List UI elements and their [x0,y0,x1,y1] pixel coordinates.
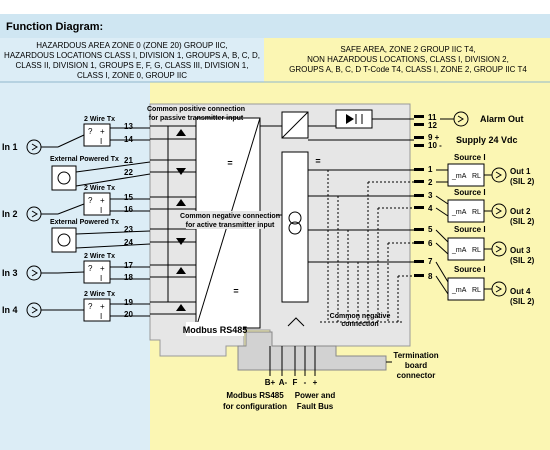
svg-text:23: 23 [124,225,133,234]
svg-text:+: + [100,196,105,205]
svg-text:?: ? [88,302,93,311]
svg-text:Alarm Out: Alarm Out [480,114,524,124]
svg-text:HAZARDOUS LOCATIONS CLASS I, D: HAZARDOUS LOCATIONS CLASS I, DIVISION 1, GROUPS A, B, C, D, [4,51,260,60]
svg-text:_mA: _mA [452,287,467,294]
svg-text:HAZARDOUS AREA ZONE 0 (ZONE 20: HAZARDOUS AREA ZONE 0 (ZONE 20) GROUP IIC, [36,41,228,50]
svg-text:24: 24 [124,238,133,247]
input-label: In 1 [2,142,18,152]
svg-text:Common negative: Common negative [329,313,391,320]
svg-text:19: 19 [124,298,133,307]
svg-text:22: 22 [124,168,133,177]
svg-text:I: I [100,206,103,215]
modbus-box-label [183,322,248,336]
svg-text:Power and: Power and [294,391,336,400]
note-common-negative [180,211,280,229]
svg-text:2 Wire Tx: 2 Wire Tx [84,185,116,192]
svg-text:=: = [315,156,321,166]
svg-text:I: I [100,274,103,283]
svg-text:Out 2: Out 2 [510,207,531,216]
svg-text:13: 13 [124,122,133,131]
svg-text:10 -: 10 - [428,141,442,150]
svg-text:20: 20 [124,310,133,319]
svg-text:_mA: _mA [452,173,467,180]
svg-text:Common negative connection: Common negative connection [180,213,280,220]
svg-text:for passive transmitter input: for passive transmitter input [148,115,244,122]
svg-text:?: ? [88,196,93,205]
svg-text:7: 7 [428,257,433,266]
svg-text:_mA: _mA [452,209,467,216]
svg-text:Source I: Source I [454,153,486,162]
svg-text:1: 1 [428,165,433,174]
svg-text:RL: RL [472,287,481,294]
svg-text:21: 21 [124,156,133,165]
svg-text:for configuration: for configuration [223,402,287,411]
svg-text:B+: B+ [264,378,276,387]
svg-text:?: ? [88,127,93,136]
svg-text:_mA: _mA [452,247,467,254]
svg-text:2: 2 [428,178,433,187]
svg-text:External Powered Tx: External Powered Tx [50,219,119,226]
svg-text:CLASS II, DIVISION 1, GROUPS E: CLASS II, DIVISION 1, GROUPS E, F, G, CLASS III, DIVISION 1, [15,61,249,70]
svg-text:17: 17 [124,261,133,270]
svg-text:I: I [100,312,103,321]
svg-text:Modbus RS485: Modbus RS485 [182,325,248,335]
svg-text:18: 18 [124,273,133,282]
svg-text:+: + [100,127,105,136]
svg-text:(SIL 2): (SIL 2) [510,177,535,186]
svg-text:NON HAZARDOUS LOCATIONS, CLASS: NON HAZARDOUS LOCATIONS, CLASS I, DIVISION 2, [307,55,509,64]
svg-text:Modbus RS485: Modbus RS485 [226,391,284,400]
svg-text:+: + [312,378,318,387]
svg-text:=: = [233,286,239,296]
svg-text:3: 3 [428,191,433,200]
page-title: Function Diagram: [6,21,104,33]
input-label: In 3 [2,268,18,278]
svg-text:Termination: Termination [393,351,439,360]
svg-text:connection: connection [341,321,379,328]
input-label: In 4 [2,305,18,315]
svg-text:11: 11 [428,113,437,122]
svg-text:RL: RL [472,209,481,216]
svg-text:2 Wire Tx: 2 Wire Tx [84,116,116,123]
svg-text:9 +: 9 + [428,133,440,142]
svg-text:Supply 24 Vdc: Supply 24 Vdc [456,135,518,145]
svg-text:GROUPS A, B, C, D T-Code T4, C: GROUPS A, B, C, D T-Code T4, CLASS I, ZONE 2, GROUP IIC T4 [289,65,527,74]
svg-text:14: 14 [124,135,133,144]
svg-text:16: 16 [124,205,133,214]
svg-text:Source I: Source I [454,188,486,197]
svg-text:4: 4 [428,204,433,213]
svg-text:5: 5 [428,225,433,234]
svg-text:=: = [227,158,233,168]
svg-text:Out 3: Out 3 [510,246,531,255]
svg-text:+: + [100,302,105,311]
svg-text:External Powered Tx: External Powered Tx [50,156,119,163]
isolation-transformer-block [282,152,308,302]
svg-text:15: 15 [124,193,133,202]
svg-text:+: + [100,264,105,273]
svg-text:(SIL 2): (SIL 2) [510,217,535,226]
svg-text:(SIL 2): (SIL 2) [510,256,535,265]
svg-text:Source I: Source I [454,225,486,234]
svg-text:SAFE AREA, ZONE 2 GROUP IIC T4: SAFE AREA, ZONE 2 GROUP IIC T4, [340,45,476,54]
svg-text:Out 4: Out 4 [510,287,531,296]
svg-text:I: I [100,137,103,146]
svg-text:Source I: Source I [454,265,486,274]
svg-text:Out 1: Out 1 [510,167,531,176]
svg-text:for active transmitter input: for active transmitter input [185,222,275,229]
svg-text:8: 8 [428,272,433,281]
svg-text:CLASS I, ZONE 0, GROUP IIC: CLASS I, ZONE 0, GROUP IIC [76,71,188,80]
svg-text:2 Wire Tx: 2 Wire Tx [84,253,116,260]
svg-text:12: 12 [428,121,437,130]
svg-text:6: 6 [428,239,433,248]
svg-text:Common positive connection: Common positive connection [146,106,246,113]
svg-text:F: F [292,378,298,387]
svg-text:-: - [303,378,307,387]
input-label: In 2 [2,209,18,219]
svg-text:?: ? [88,264,93,273]
svg-text:RL: RL [472,247,481,254]
svg-text:board: board [404,361,428,370]
svg-text:connector: connector [396,371,436,380]
svg-text:RL: RL [472,173,481,180]
svg-text:Fault Bus: Fault Bus [296,402,334,411]
svg-text:A-: A- [278,378,288,387]
svg-text:2 Wire Tx: 2 Wire Tx [84,291,116,298]
svg-text:(SIL 2): (SIL 2) [510,297,535,306]
